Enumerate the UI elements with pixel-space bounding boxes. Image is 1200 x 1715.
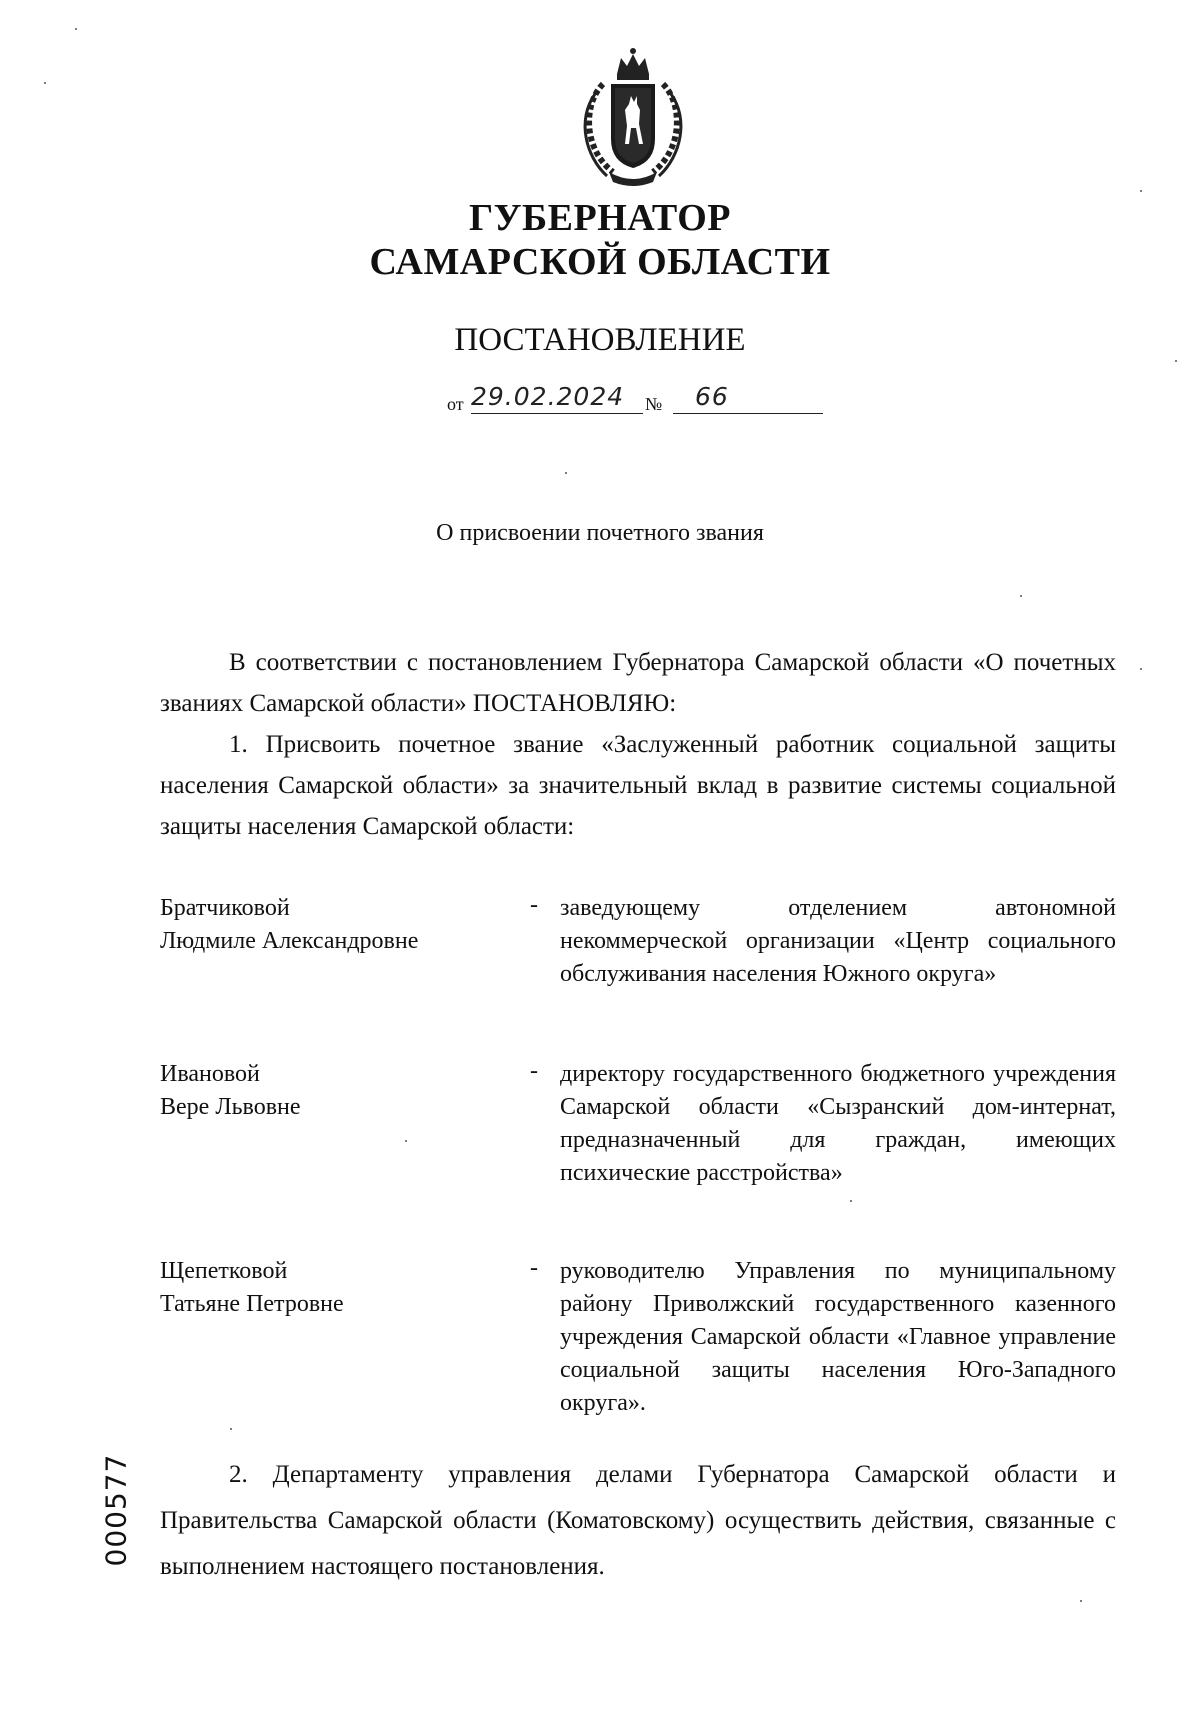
awardee-position-2: директору государственного бюджетного учреждения Самарской области «Сызранский дом-интернат, предназначенный для граждан, имеющих психические расстройства» <box>560 1061 1116 1186</box>
awardee-dash: - <box>530 892 538 918</box>
awardee-position-3: руководителю Управления по муниципальному району Приволжский государственного казенного учреждения Самарской области «Главное управление социальной защиты населения Юго-Западного округа». <box>560 1258 1116 1416</box>
awardee-name-3 <box>160 1255 500 1321</box>
scan-speck <box>230 1428 232 1430</box>
scan-speck <box>1140 190 1142 192</box>
awardee-name-1 <box>160 892 500 958</box>
scan-speck <box>1175 360 1177 362</box>
date-label: от <box>447 394 464 414</box>
body-paragraphs <box>160 642 1116 847</box>
awardee-dash: - <box>530 1255 538 1281</box>
scan-speck <box>1140 668 1142 670</box>
date-handwritten: 29.02.2024 <box>471 382 625 411</box>
scan-speck <box>565 472 567 474</box>
awardee-given-names: Татьяне Петровне <box>160 1291 344 1317</box>
number-label: № <box>645 394 663 414</box>
awardee-name-2 <box>160 1058 500 1124</box>
org-title-line1: ГУБЕРНАТОР <box>468 197 732 239</box>
awardee-given-names: Людмиле Александровне <box>160 928 419 954</box>
date-number-line <box>447 382 837 422</box>
scan-speck <box>850 1200 852 1202</box>
date-underline <box>471 413 643 414</box>
number-handwritten: 66 <box>695 382 729 411</box>
awardee-surname: Братчиковой <box>160 895 290 921</box>
coat-of-arms-emblem <box>573 44 693 186</box>
document-type: ПОСТАНОВЛЕНИЕ <box>454 322 746 358</box>
awardee-surname: Щепетковой <box>160 1258 288 1284</box>
item2-paragraph: 2. Департаменту управления делами Губернатора Самарской области и Правительства Самарской области (Коматовскому) осуществить действия, связанные с выполнением настоящего постановления. <box>160 1461 1116 1580</box>
preamble-paragraph: В соответствии с постановлением Губернатора Самарской области «О почетных званиях Самарской области» ПОСТАНОВЛЯЮ: <box>160 649 1116 717</box>
margin-serial-number: 000577 <box>99 1453 133 1567</box>
scan-speck <box>1080 1600 1082 1602</box>
document-subject: О присвоении почетного звания <box>436 520 764 546</box>
awardee-position-1: заведующему отделением автономной некоммерческой организации «Центр социального обслуживания населения Южного округа» <box>560 895 1116 987</box>
awardee-dash: - <box>530 1058 538 1084</box>
number-underline <box>673 413 823 414</box>
item1-paragraph: 1. Присвоить почетное звание «Заслуженный работник социальной защиты населения Самарской области» за значительный вклад в развитие системы социальной защиты населения Самарской области: <box>160 731 1116 840</box>
awardee-surname: Ивановой <box>160 1061 260 1087</box>
awardee-given-names: Вере Львовне <box>160 1094 301 1120</box>
scan-speck <box>1020 595 1022 597</box>
margin-serial-stamp <box>96 1440 136 1580</box>
scan-speck <box>405 1140 407 1142</box>
item2-block <box>160 1452 1116 1590</box>
org-title-line2: САМАРСКОЙ ОБЛАСТИ <box>369 241 831 283</box>
scan-speck <box>75 28 77 30</box>
scan-speck <box>44 82 46 84</box>
